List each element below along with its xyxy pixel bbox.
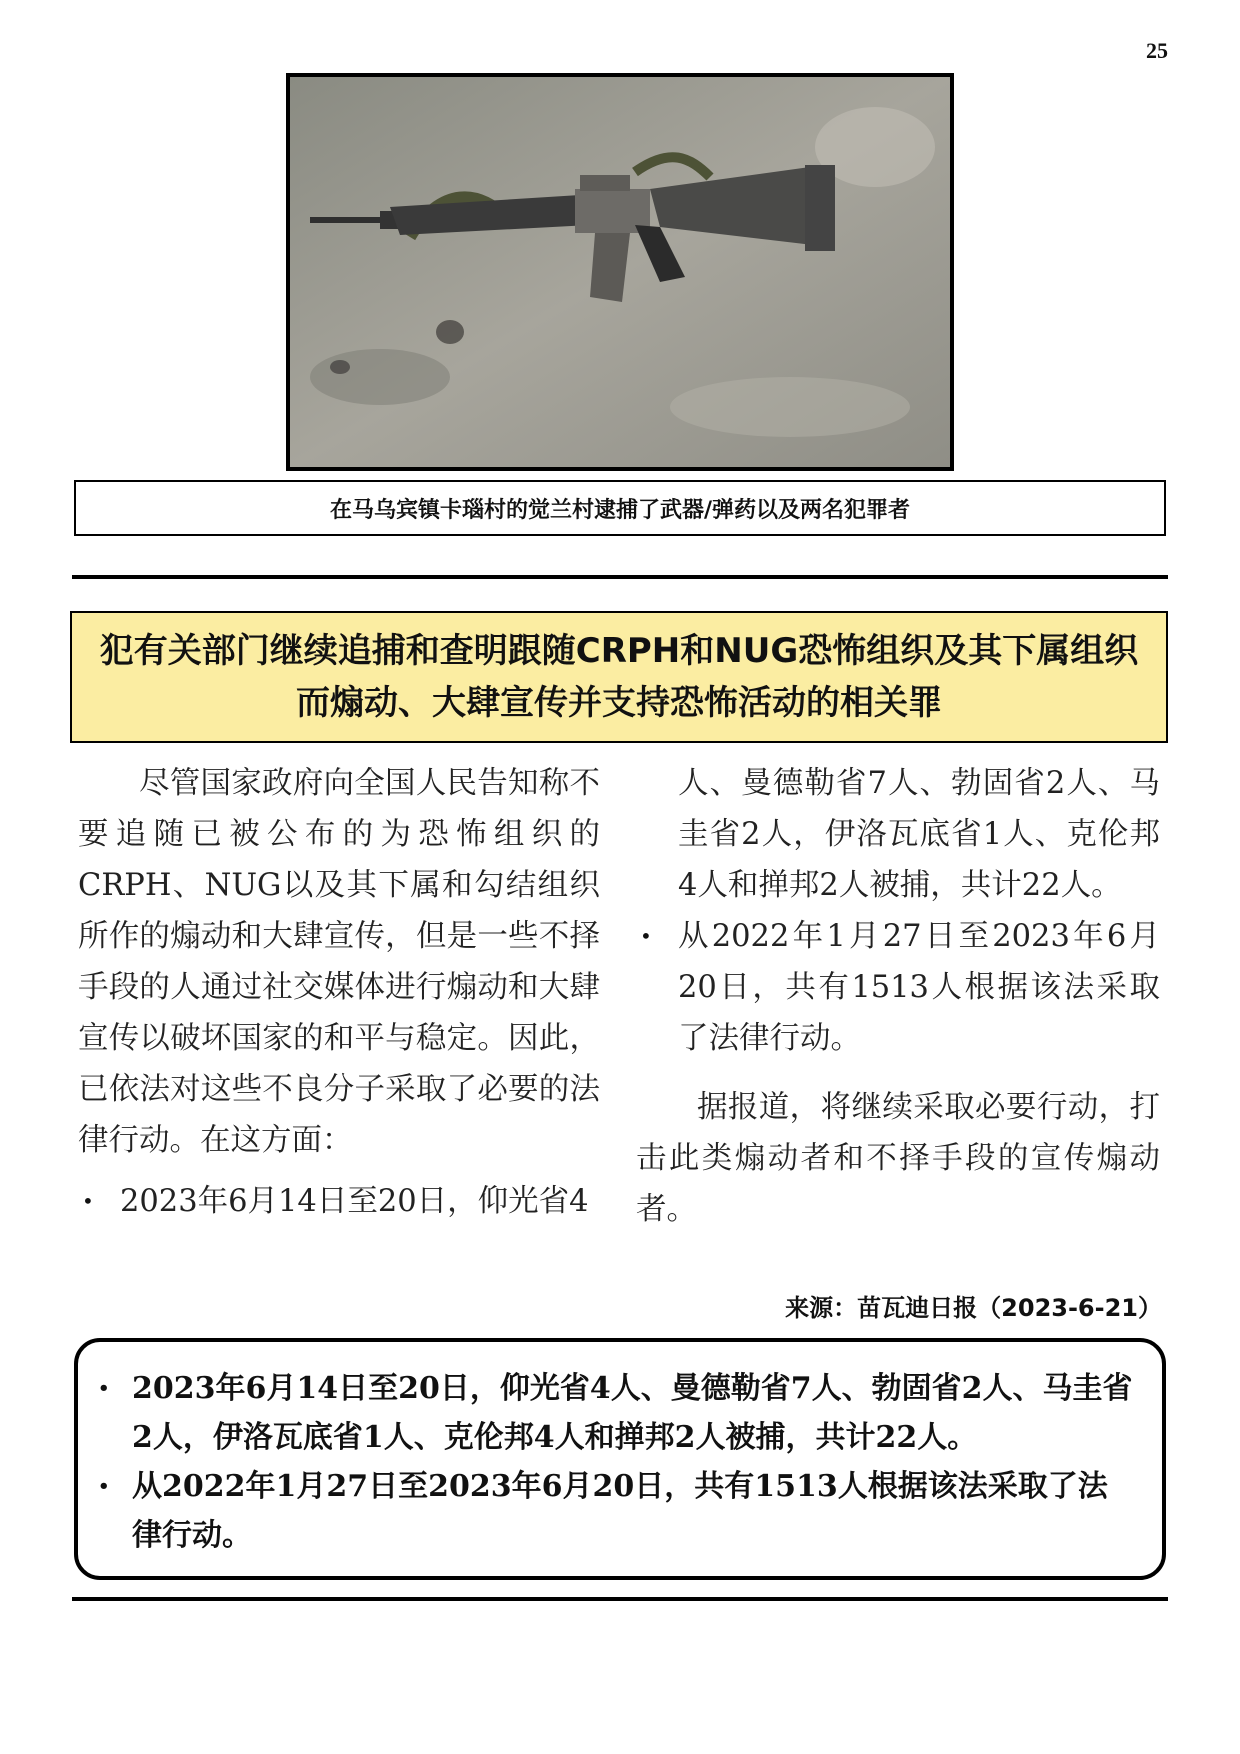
rifle-photo: [286, 73, 954, 471]
bullet-text-2: 从2022年1月27日至2023年6月20日，共有1513人根据该法采取了法律行动。: [678, 919, 1160, 1056]
bullet-icon: •: [640, 924, 652, 948]
article-column-left: [78, 758, 600, 1227]
summary-item: [98, 1364, 1136, 1462]
bullet-text-1a: 2023年6月14日至20日，仰光省4: [120, 1184, 589, 1219]
section-divider: [72, 575, 1168, 579]
bullet-text-1b: 人、曼德勒省7人、勃固省2人、马圭省2人，伊洛瓦底省1人、克伦邦4人和掸邦2人被捕，共计22人。: [678, 766, 1160, 903]
photo-caption: 在马乌宾镇卡瑙村的觉兰村逮捕了武器/弹药以及两名犯罪者: [74, 480, 1166, 536]
list-item: [78, 1176, 600, 1227]
page-number: 25: [1146, 38, 1168, 63]
article-closing: 据报道，将继续采取必要行动，打击此类煽动者和不择手段的宣传煽动者。: [636, 1090, 1160, 1227]
bullet-icon: •: [82, 1189, 94, 1213]
article-intro: 尽管国家政府向全国人民告知称不要追随已被公布的为恐怖组织的CRPH、NUG以及其下属和勾结组织所作的煽动和大肆宣传，但是一些不择手段的人通过社交媒体进行煽动和大肆宣传以破坏国家的和平与稳定。因此，已依法对这些不良分子采取了必要的法律行动。在这方面：: [78, 766, 600, 1158]
source-line: 来源：苗瓦迪日报（2023-6-21）: [785, 1294, 1162, 1322]
headline: [70, 611, 1168, 743]
headline-line-2: 而煽动、大肆宣传并支持恐怖活动的相关罪: [296, 683, 942, 723]
article-column-right: [636, 758, 1160, 1235]
list-item: [636, 911, 1160, 1064]
bottom-divider: [72, 1597, 1168, 1601]
summary-item-text: 从2022年1月27日至2023年6月20日，共有1513人根据该法采取了法律行动。: [132, 1469, 1108, 1553]
summary-box: [74, 1338, 1166, 1580]
rifle-photo-icon: [290, 77, 950, 467]
bullet-icon: •: [98, 1476, 110, 1497]
bullet-icon: •: [98, 1378, 110, 1399]
headline-line-1: 犯有关部门继续追捕和查明跟随CRPH和NUG恐怖组织及其下属组织: [99, 631, 1139, 671]
summary-item: [98, 1462, 1136, 1560]
summary-item-text: 2023年6月14日至20日，仰光省4人、曼德勒省7人、勃固省2人、马圭省2人，伊洛瓦底省1人、克伦邦4人和掸邦2人被捕，共计22人。: [132, 1371, 1133, 1455]
